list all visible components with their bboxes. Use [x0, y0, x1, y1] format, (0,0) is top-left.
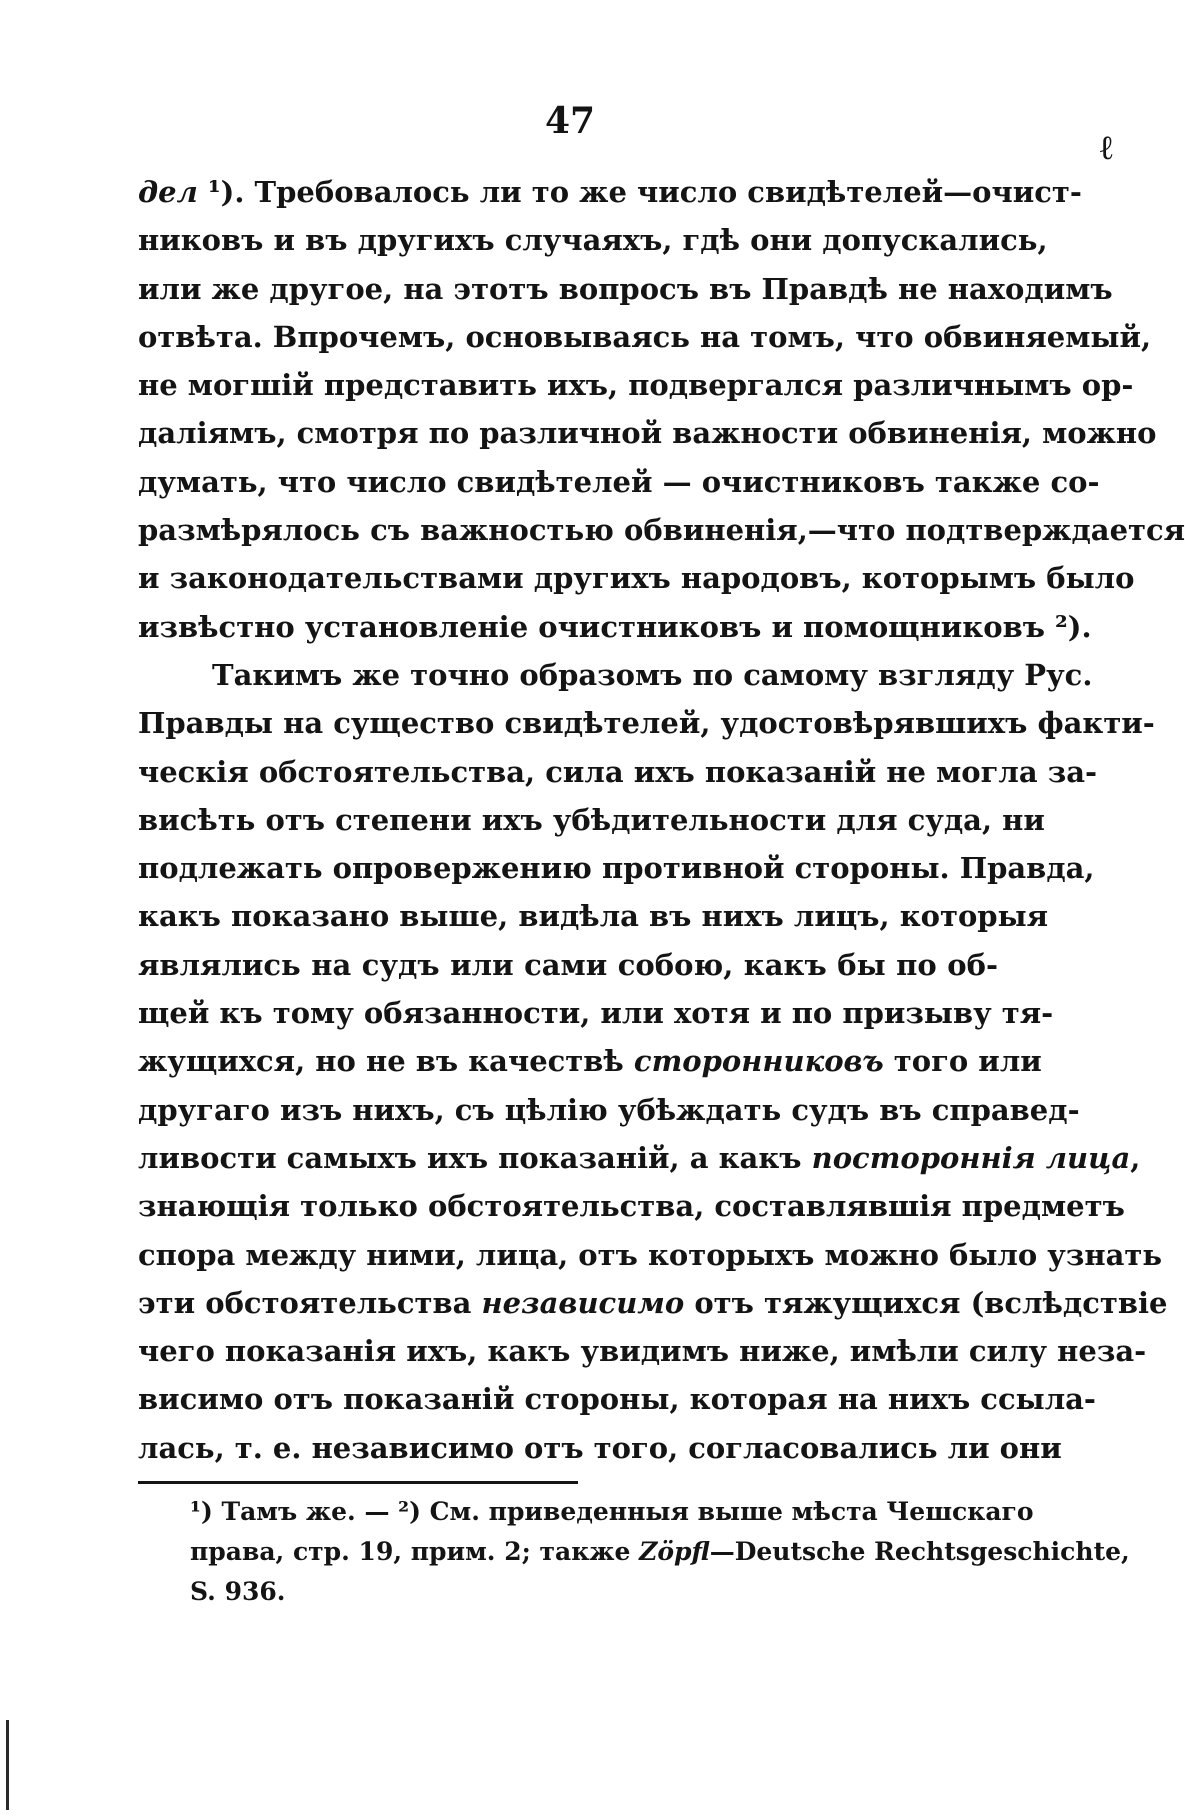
text-line	[138, 699, 1155, 747]
text-line	[138, 1375, 1096, 1423]
text-span: извѣстно установленіе очистниковъ и помощниковъ ²).	[138, 609, 1092, 644]
text-span: отъ тяжущихся (вслѣдствіе	[684, 1285, 1168, 1320]
italic-text: Zöpfl	[639, 1537, 710, 1566]
text-span: чего показанія ихъ, какъ увидимъ ниже, имѣли силу неза-	[138, 1334, 1147, 1369]
text-span: размѣрялось съ важностью обвиненія,—что подтверждается	[138, 513, 1185, 548]
text-span: ческія обстоятельства, сила ихъ показаній не могла за-	[138, 754, 1098, 789]
page-edge-mark	[6, 1720, 9, 1810]
text-span: не могшій представить ихъ, подвергался различнымъ ор-	[138, 368, 1134, 403]
text-span: ¹). Требовалось ли то же число свидѣтелей—очист-	[197, 175, 1082, 209]
text-span: думать, что число свидѣтелей — очистниковъ также со-	[138, 464, 1100, 499]
text-line	[138, 892, 1049, 940]
text-span: другаго изъ нихъ, съ цѣлію убѣждать судъ въ справед-	[138, 1092, 1080, 1127]
text-span: висѣть отъ степени ихъ убѣдительности для суда, ни	[138, 802, 1045, 837]
text-span: ливости самыхъ ихъ показаній, а какъ	[138, 1140, 812, 1175]
text-line	[138, 844, 1095, 892]
text-span: знающія только обстоятельства, составлявшія предметъ	[138, 1189, 1125, 1224]
text-line	[138, 506, 1185, 554]
text-line	[138, 748, 1098, 796]
text-line	[138, 409, 1157, 457]
margin-mark: ℓ	[1100, 128, 1113, 168]
text-span: эти обстоятельства	[138, 1285, 482, 1320]
text-line	[138, 265, 1113, 313]
text-span: ,	[1130, 1140, 1141, 1175]
text-line	[138, 651, 1093, 699]
text-line	[138, 554, 1135, 602]
text-line	[138, 168, 1082, 216]
text-line	[138, 1279, 1168, 1327]
text-line	[138, 1424, 1062, 1472]
footnote-divider	[138, 1481, 578, 1484]
text-span: —Deutsche Rechtsgeschichte,	[709, 1537, 1130, 1566]
text-span: какъ показано выше, видѣла въ нихъ лицъ, которыя	[138, 899, 1049, 934]
text-line	[138, 361, 1134, 409]
italic-text: независимо	[481, 1285, 685, 1320]
text-span: ¹) Тамъ же. — ²) См. приведенныя выше мѣста Чешскаго	[190, 1497, 1034, 1526]
text-line	[138, 1037, 1042, 1085]
text-span: никовъ и въ другихъ случаяхъ, гдѣ они допускались,	[138, 223, 1048, 258]
text-line	[138, 458, 1100, 506]
text-span: S. 936.	[190, 1577, 286, 1606]
text-span: Правды на существо свидѣтелей, удостовѣрявшихъ факти-	[138, 706, 1155, 741]
text-line	[138, 941, 998, 989]
text-span: того или	[883, 1044, 1042, 1079]
text-span: щей къ тому обязанности, или хотя и по призыву тя-	[138, 996, 1054, 1031]
footnote-line	[190, 1572, 990, 1612]
text-line	[138, 1182, 1125, 1230]
text-span: даліямъ, смотря по различной важности обвиненія, можно	[138, 416, 1157, 451]
text-span: подлежать опровержению противной стороны. Правда,	[138, 851, 1095, 886]
italic-text: сторонниковъ	[633, 1044, 884, 1079]
text-span: являлись на судъ или сами собою, какъ бы по об-	[138, 947, 998, 982]
text-span: Такимъ же точно образомъ по самому взгляду Рус.	[212, 657, 1093, 692]
text-line	[138, 1231, 1163, 1279]
body-text	[138, 168, 1185, 1472]
page-number: 47	[544, 100, 596, 142]
text-span: жущихся, но не въ качествѣ	[138, 1044, 634, 1079]
text-span: или же другое, на этотъ вопросъ въ Правдѣ не находимъ	[138, 271, 1113, 306]
text-line	[138, 1086, 1080, 1134]
text-line	[138, 796, 1045, 844]
footnote-line	[190, 1532, 1130, 1572]
text-line	[138, 1134, 1141, 1182]
text-line	[138, 313, 1152, 361]
text-line	[138, 1327, 1147, 1375]
italic-text: дел	[138, 175, 198, 209]
footnotes	[190, 1492, 1130, 1612]
text-span: спора между ними, лица, отъ которыхъ можно было узнать	[138, 1237, 1163, 1272]
text-line	[138, 989, 1054, 1037]
text-span: висимо отъ показаній стороны, которая на нихъ ссыла-	[138, 1382, 1096, 1417]
text-span: лась, т. е. независимо отъ того, согласовались ли они	[138, 1430, 1062, 1465]
italic-text: постороннія лица	[811, 1140, 1131, 1175]
text-line	[138, 216, 1048, 264]
text-span: отвѣта. Впрочемъ, основываясь на томъ, что обвиняемый,	[138, 319, 1152, 354]
footnote-line	[190, 1492, 1034, 1532]
text-line	[138, 603, 1092, 651]
text-span: права, стр. 19, прим. 2; также	[190, 1537, 640, 1566]
text-span: и законодательствами другихъ народовъ, которымъ было	[138, 561, 1135, 596]
